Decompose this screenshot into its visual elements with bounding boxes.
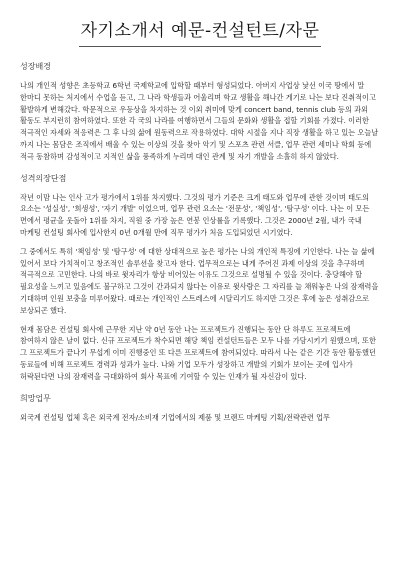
title-wrap	[20, 10, 380, 47]
section-heading: 성격의장단점	[20, 173, 67, 183]
section-strengths-weaknesses	[20, 173, 380, 383]
section-paragraph: 작년 이맘 나는 인사 고가 평가에서 1위를 차지했다. 그것의 평가 기준은 크게 태도와 업무에 관한 것이며 태도의 요소는 '성실성', '희생성', '자기 개발' 이었으며, 업무 관련 요소는 '전문성', '책임성', '탐구성' 이다. 나는 이 모든 면에서 평균을 웃돌아 1위를 차지, 직원 중 가장 높은 연봉 인상률을 기록했다. 그것은 2000년 2월, 내가 국내 마케팅 컨설팅 회사에 입사한지 0년 0개월 만에 직무 평가가 처음 도입되었던 시기였다.	[20, 192, 370, 237]
section-growth-background	[20, 61, 380, 163]
section-paragraph: 그 중에서도 특히 '책임성' 및 '탐구성' 에 대한 상대적으로 높은 평가는 나의 개인적 특징에 기인한다. 나는 늘 삶에 있어서 보다 가치적이고 창조적인 솔루션을 찾고자 한다. 업무적으로는 내게 주어진 과제 이상의 것을 추구하며 적극적으로 고민한다. 나의 바로 윗자리가 항상 비어있는 이유도 그것으로 설명될 수 있을 것이다. 충당해야 할 필요성을 느끼고 있음에도 불구하고 그것이 간과되지 않다는 이유로 윗사람은 그 자리를 늘 채워놓은 나의 잠재력을 기대하며 인원 보충을 미루어왔다. 때로는 개인적인 스트레스에 시달리기도 하지만 그것은 후에 높은 성취감으로 보상되곤 했다.	[20, 246, 379, 315]
section-heading: 희망업무	[20, 393, 51, 403]
section-paragraph: 현재 몸담은 컨설팅 회사에 근무한 지난 약 0년 동안 나는 프로젝트가 진행되는 동안 단 하루도 프로젝트에 참여하지 않은 날이 없다. 신규 프로젝트가 착수되면 해당 책임 컨설턴트들은 모두 나를 가담시키기 원했으며, 또한 그 프로젝트가 끝나기 무섭게 이미 진행중인 또 다른 프로젝트에 참여되었다. 따라서 나는 같은 기간 동안 활동했던 동료들에 비해 프로젝트 경력과 성과가 높다. 나와 기업 모두가 성장하고 개발의 기회가 보이는 곳에 입사가 허락된다면 나의 잠재력을 극대화하여 회사 목표에 기여할 수 있는 인재가 될 자신감이 있다.	[20, 324, 376, 381]
section-paragraph: 나의 개인적 성향은 초등학교 6학년 국제학교에 입학할 때부터 형성되었다. 아버지 사업상 낯선 이국 땅에서 말 한마디 못하는 처지에서 수업을 듣고, 그 나라 학생들과 어울리며 학교 생활을 해나간 게기로 나는 보다 진취적이고 활발하게 변해갔다. 학문적으로 우등상을 차지하는 것 이외 취미에 맞게 concert band, tennis club 등의 과외 활동도 부지런히 참여하였다. 또한 각 국의 나라를 여행하면서 그들의 문화와 생활을 접할 기회를 가졌다. 이러한 적극적인 자세와 적응력은 그 후 나의 삶에 원동력으로 작용하였다. 대학 시절을 지나 직장 생활을 하고 있는 오늘날 까지 나는 몸담은 조직에서 배울 수 있는 이상의 것을 찾아 악기 및 스포츠 관련 서클, 업무 관련 세미나 학회 등에 적극 동참하며 감성적이고 지적인 삶을 풍족하게 누리며 대인 관계 및 자기 개발을 소홀히 하지 않았다.	[20, 81, 379, 161]
document-title: 자기소개서 예문-컨설턴트/자문	[79, 16, 322, 47]
section-paragraph: 외국계 컨설팅 업체 혹은 외국계 전자/소비재 기업에서의 제품 및 브랜드 마케팅 기획/전략관련 업무	[20, 412, 330, 422]
section-heading: 성장배경	[20, 62, 51, 71]
section-desired-work	[20, 393, 380, 424]
